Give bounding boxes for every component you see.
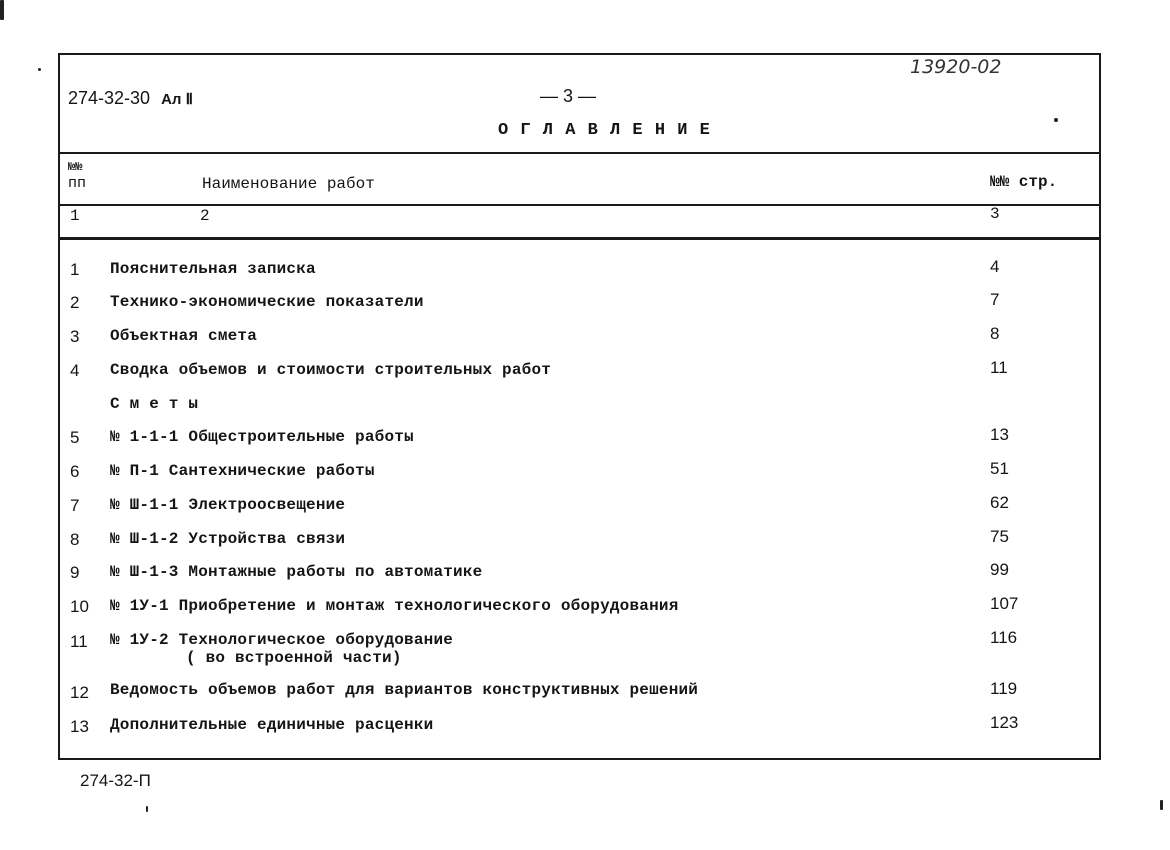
row-num: 9	[70, 563, 80, 582]
row-num: 6	[70, 462, 80, 481]
row-page: 116	[990, 628, 1018, 647]
row-num: 13	[70, 717, 89, 736]
header-num-line2: пп	[68, 175, 87, 192]
row-title: № Ш-1-1 Электроосвещение	[110, 496, 346, 514]
row-title: Технико-экономические показатели	[110, 293, 424, 311]
row-page: 107	[990, 594, 1019, 613]
index-page: 3	[990, 205, 1000, 223]
row-num: 8	[70, 530, 80, 549]
row-page: 99	[990, 560, 1009, 579]
row-title: Ведомость объемов работ для вариантов конструктивных решений	[110, 681, 699, 699]
row-page: 8	[990, 324, 1000, 343]
row-title: № 1У-2 Технологическое оборудование	[110, 631, 454, 649]
handwritten-code: 13920-02	[910, 56, 1002, 78]
row-page: 7	[990, 290, 1000, 309]
row-page: 62	[990, 493, 1009, 512]
row-title-continuation: ( во встроенной части)	[186, 649, 402, 667]
row-page: 119	[990, 679, 1018, 698]
row-title: Объектная смета	[110, 327, 258, 345]
header-num-line1: №№	[68, 160, 83, 174]
footer-code: 274-32-П	[80, 771, 151, 790]
page-number: — 3 —	[540, 86, 597, 106]
row-title: № П-1 Сантехнические работы	[110, 462, 375, 480]
document-title: О Г Л А В Л Е Н И Е	[498, 121, 711, 140]
header-name: Наименование работ	[202, 175, 375, 193]
row-num: 7	[70, 496, 80, 515]
section-heading: С м е т ы	[110, 395, 199, 413]
scan-speck	[38, 68, 41, 71]
row-page: 51	[990, 459, 1009, 478]
rule-index-bottom	[60, 237, 1101, 240]
row-num: 4	[70, 361, 80, 380]
row-title: № 1-1-1 Общестроительные работы	[110, 428, 414, 446]
row-num: 11	[70, 632, 88, 651]
row-title: № Ш-1-2 Устройства связи	[110, 530, 346, 548]
row-page: 123	[990, 713, 1019, 732]
scan-speck	[146, 806, 148, 812]
row-page: 4	[990, 257, 1000, 276]
index-num: 1	[70, 207, 80, 225]
row-title: Дополнительные единичные расценки	[110, 716, 434, 734]
scan-speck	[1054, 118, 1058, 122]
row-title: Пояснительная записка	[110, 260, 316, 278]
header-page: №№ стр.	[990, 173, 1058, 191]
document-code: 274-32-30 Ал Ⅱ	[68, 88, 194, 108]
row-num: 12	[70, 683, 89, 702]
row-page: 11	[990, 358, 1008, 377]
scan-speck	[1160, 800, 1163, 810]
rule-top	[60, 152, 1101, 154]
row-num: 5	[70, 428, 80, 447]
row-num: 1	[70, 260, 80, 279]
row-page: 75	[990, 527, 1009, 546]
row-num: 3	[70, 327, 80, 346]
row-num: 2	[70, 293, 80, 312]
index-name: 2	[200, 207, 210, 225]
rule-header-bottom	[60, 204, 1101, 206]
scan-speck	[0, 0, 4, 20]
row-num: 10	[70, 597, 89, 616]
row-title: № 1У-1 Приобретение и монтаж технологического оборудования	[110, 597, 679, 615]
row-title: № Ш-1-3 Монтажные работы по автоматике	[110, 563, 483, 581]
row-page: 13	[990, 425, 1009, 444]
row-title: Сводка объемов и стоимости строительных работ	[110, 361, 552, 379]
